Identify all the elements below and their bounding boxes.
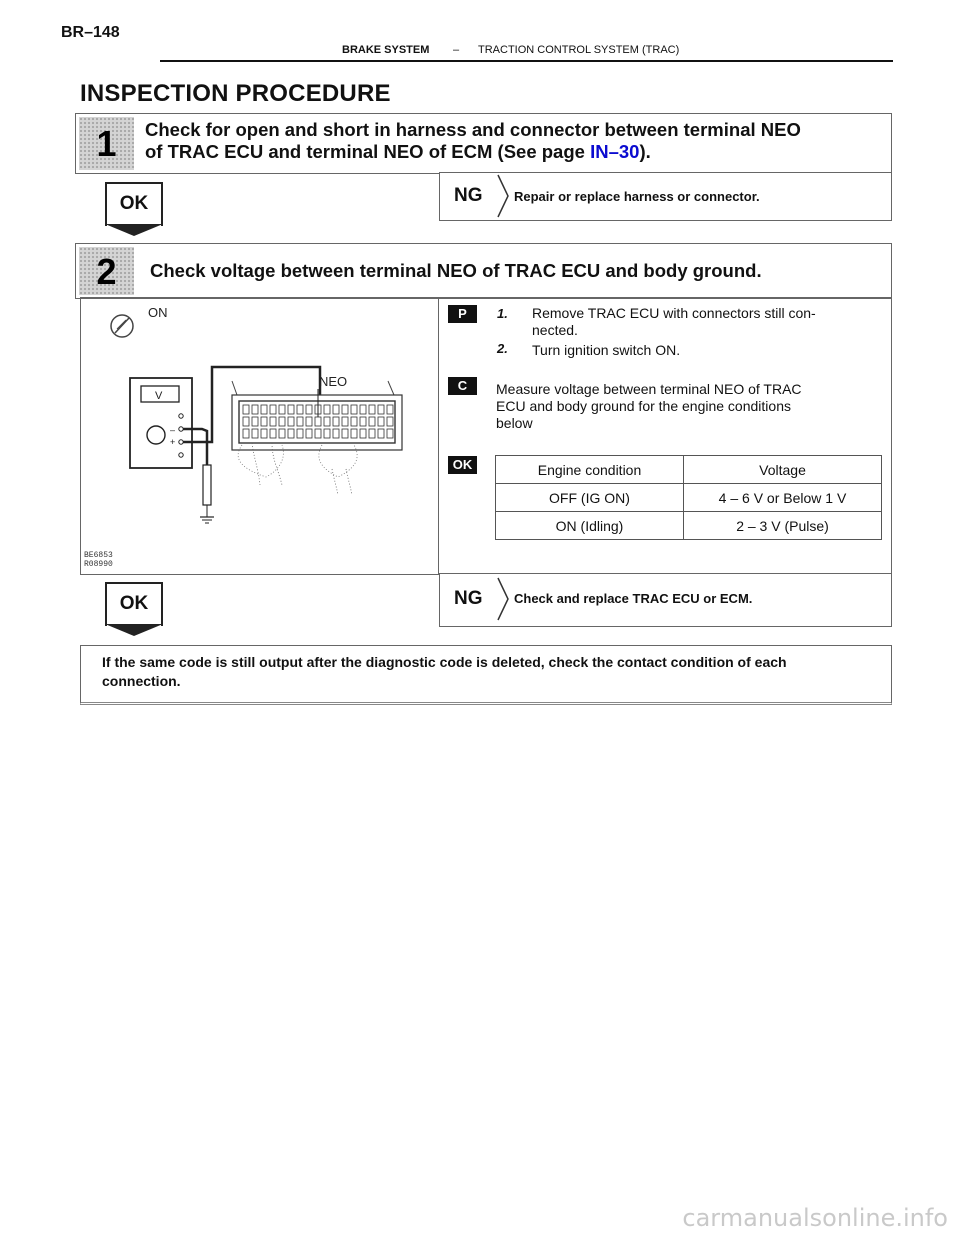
prep-step1-line2: nected. (532, 322, 578, 338)
step2-ng-action: Check and replace TRAC ECU or ECM. (514, 591, 753, 606)
step1-number: 1 (96, 123, 117, 164)
ng-tag: NG (454, 588, 483, 609)
content-divider (438, 297, 439, 574)
ok-badge: OK (448, 456, 477, 474)
figure-code-1: BE6853 (84, 551, 113, 560)
step1-title-post: ). (639, 141, 651, 162)
voltmeter (130, 378, 192, 468)
header-rule (160, 60, 893, 62)
table-row (496, 484, 882, 512)
step1-title-pre: of TRAC ECU and terminal NEO of ECM (See page (145, 141, 591, 162)
meter-label: V (155, 390, 163, 402)
prep-step1-text (532, 305, 816, 339)
table-cell: OFF (IG ON) (496, 484, 684, 512)
ok-arrow-icon (105, 624, 163, 636)
voltage-table (495, 455, 882, 540)
switch-state-label: ON (148, 305, 168, 320)
ok-tag: OK (105, 182, 163, 226)
note-line2: connection. (102, 673, 181, 689)
step2-ng-box (439, 573, 892, 627)
step1-title (145, 119, 885, 163)
prep-step2-text: Turn ignition switch ON. (532, 342, 681, 358)
step2-ok-indicator (105, 582, 163, 626)
section-title: BRAKE SYSTEM (342, 44, 430, 56)
table-header-row (496, 456, 882, 484)
watermark: carmanualsonline.info (682, 1204, 948, 1232)
ng-tag: NG (454, 185, 483, 206)
note-text (102, 653, 787, 691)
ok-tag: OK (105, 582, 163, 626)
step2-number: 2 (96, 251, 117, 292)
step1-title-line2 (145, 141, 885, 163)
page-number: BR–148 (61, 24, 120, 41)
check-text (496, 381, 802, 432)
prep-badge: P (448, 305, 477, 323)
table-row (496, 512, 882, 540)
table-cell: 4 – 6 V or Below 1 V (684, 484, 882, 512)
prep-step1-number: 1. (497, 306, 508, 321)
prep-step2-number: 2. (497, 341, 508, 356)
table-cell: ON (Idling) (496, 512, 684, 540)
note-line1: If the same code is still output after the diagnostic code is deleted, check the contact condition of each (102, 654, 787, 670)
page-ref-link[interactable]: IN–30 (590, 141, 640, 162)
check-badge: C (448, 377, 477, 395)
step1-number-badge (79, 117, 134, 170)
ecu-connector (232, 374, 402, 495)
check-line1: Measure voltage between terminal NEO of TRAC (496, 381, 802, 397)
step1-ok-indicator (105, 182, 163, 226)
section-separator: – (453, 44, 460, 56)
ok-arrow-icon (105, 224, 163, 236)
prep-step1-line1: Remove TRAC ECU with connectors still con- (532, 305, 816, 321)
step1-ng-box (439, 172, 892, 221)
check-line2: ECU and body ground for the engine conditions (496, 398, 791, 414)
ignition-key-icon (111, 315, 133, 337)
ng-chevron-icon (496, 174, 510, 218)
check-line3: below (496, 415, 533, 431)
neo-terminal-label: NEO (319, 374, 348, 389)
step2-header (75, 243, 892, 299)
table-header: Voltage (684, 456, 882, 484)
step1-header (75, 113, 892, 174)
note-box (80, 645, 892, 705)
step1-ng-action: Repair or replace harness or connector. (514, 189, 760, 204)
page-title: INSPECTION PROCEDURE (80, 80, 391, 107)
voltage-measurement-diagram (82, 299, 436, 571)
step2-title: Check voltage between terminal NEO of TRAC ECU and body ground. (150, 260, 762, 281)
step2-number-badge (79, 247, 134, 295)
step1-title-line1: Check for open and short in harness and connector between terminal NEO (145, 119, 801, 140)
table-cell: 2 – 3 V (Pulse) (684, 512, 882, 540)
ng-chevron-icon (496, 577, 510, 621)
figure-code-2: R08990 (84, 560, 113, 569)
svg-text:–: – (170, 425, 176, 435)
svg-text:+: + (170, 437, 176, 447)
table-header: Engine condition (496, 456, 684, 484)
section-subtitle: TRACTION CONTROL SYSTEM (TRAC) (478, 44, 680, 56)
